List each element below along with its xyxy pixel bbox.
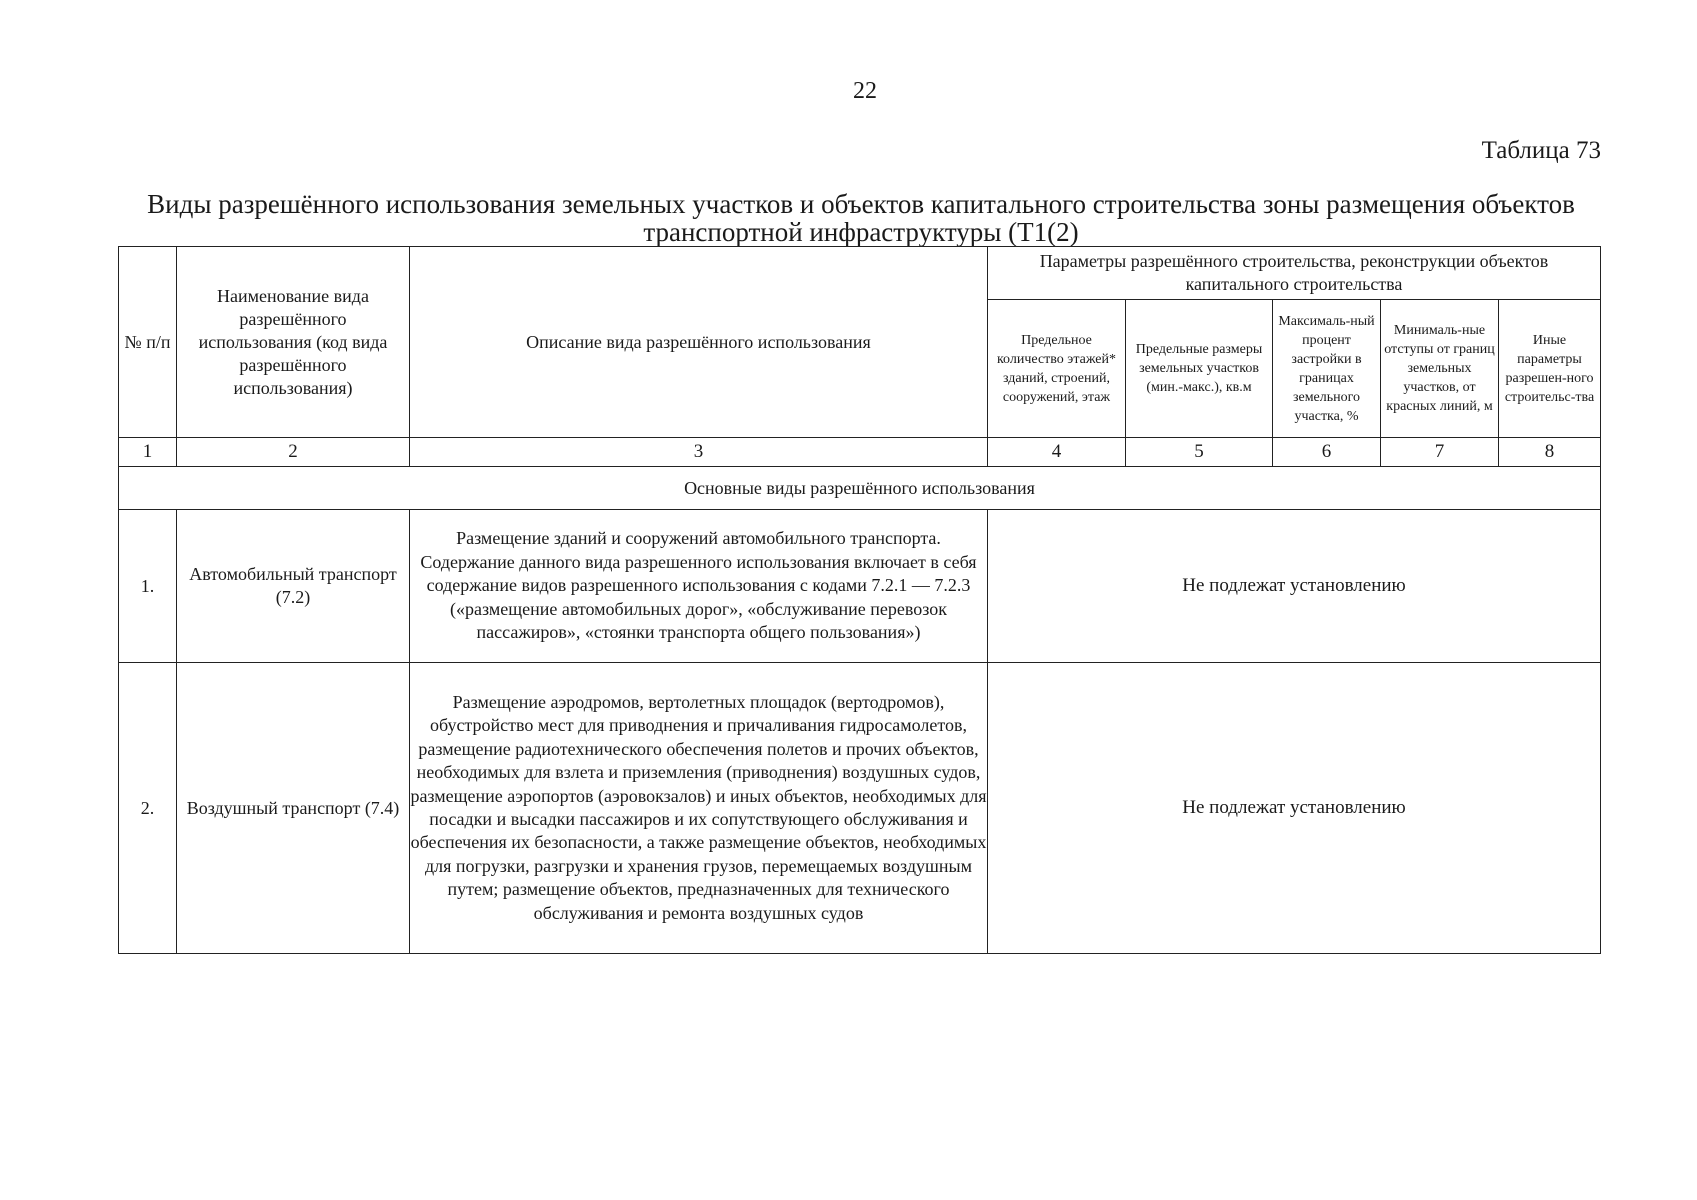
row-number: 1. (119, 510, 177, 663)
header-name: Наименование вида разрешённого использования (код вида разрешённого использования) (177, 247, 410, 438)
header-row-1 (119, 247, 1601, 300)
table-label: Таблица 73 (1481, 137, 1601, 164)
row-number: 2. (119, 663, 177, 954)
column-number: 5 (1126, 438, 1273, 467)
land-use-table (118, 246, 1601, 954)
column-number: 7 (1381, 438, 1499, 467)
section-title: Основные виды разрешённого использования (119, 467, 1601, 510)
row-name: Воздушный транспорт (7.4) (177, 663, 410, 954)
section-row (119, 467, 1601, 510)
header-param-coverage: Максималь-ный процент застройки в границах земельного участка, % (1273, 300, 1381, 438)
header-param-other: Иные параметры разрешен-ного строительс-тва (1499, 300, 1601, 438)
column-number: 2 (177, 438, 410, 467)
column-number: 6 (1273, 438, 1381, 467)
column-number: 1 (119, 438, 177, 467)
column-number-row (119, 438, 1601, 467)
row-description: Размещение зданий и сооружений автомобильного транспорта. Содержание данного вида разрешенного использования включает в себя содержание видов разрешенного использования с кодами 7.2.1 — 7.2.3 («размещение автомобильных дорог», «обслуживание перевозок пассажиров», «стоянки транспорта общего пользования») (410, 510, 988, 663)
document-title: Виды разрешённого использования земельных участков и объектов капитального строительства зоны размещения объектов транспортной инфраструктуры (Т1(2) (147, 189, 1575, 247)
table-row (119, 663, 1601, 954)
header-param-floors: Предельное количество этажей* зданий, строений, сооружений, этаж (988, 300, 1126, 438)
row-description: Размещение аэродромов, вертолетных площадок (вертодромов), обустройство мест для приводнения и причаливания гидросамолетов, размещение радиотехнического обеспечения полетов и прочих объектов, необходимых для взлета и приземления (приводнения) воздушных судов, размещение аэропортов (аэровокзалов) и иных объектов, необходимых для посадки и высадки пассажиров и их сопутствующего обслуживания и обеспечения их безопасности, а также размещение объектов, необходимых для погрузки, разгрузки и хранения грузов, перемещаемых воздушным путем; размещение объектов, предназначенных для технического обслуживания и ремонта воздушных судов (410, 663, 988, 954)
header-param-plot-size: Предельные размеры земельных участков (мин.-макс.), кв.м (1126, 300, 1273, 438)
column-number: 4 (988, 438, 1126, 467)
header-param-setbacks: Минималь-ные отступы от границ земельных участков, от красных линий, м (1381, 300, 1499, 438)
row-name: Автомобильный транспорт (7.2) (177, 510, 410, 663)
column-number: 3 (410, 438, 988, 467)
table-row (119, 510, 1601, 663)
row-params: Не подлежат установлению (988, 663, 1601, 954)
header-params-group: Параметры разрешённого строительства, реконструкции объектов капитального строительства (988, 247, 1601, 300)
page-number: 22 (853, 78, 877, 104)
header-num: № п/п (119, 247, 177, 438)
header-description: Описание вида разрешённого использования (410, 247, 988, 438)
row-params: Не подлежат установлению (988, 510, 1601, 663)
column-number: 8 (1499, 438, 1601, 467)
